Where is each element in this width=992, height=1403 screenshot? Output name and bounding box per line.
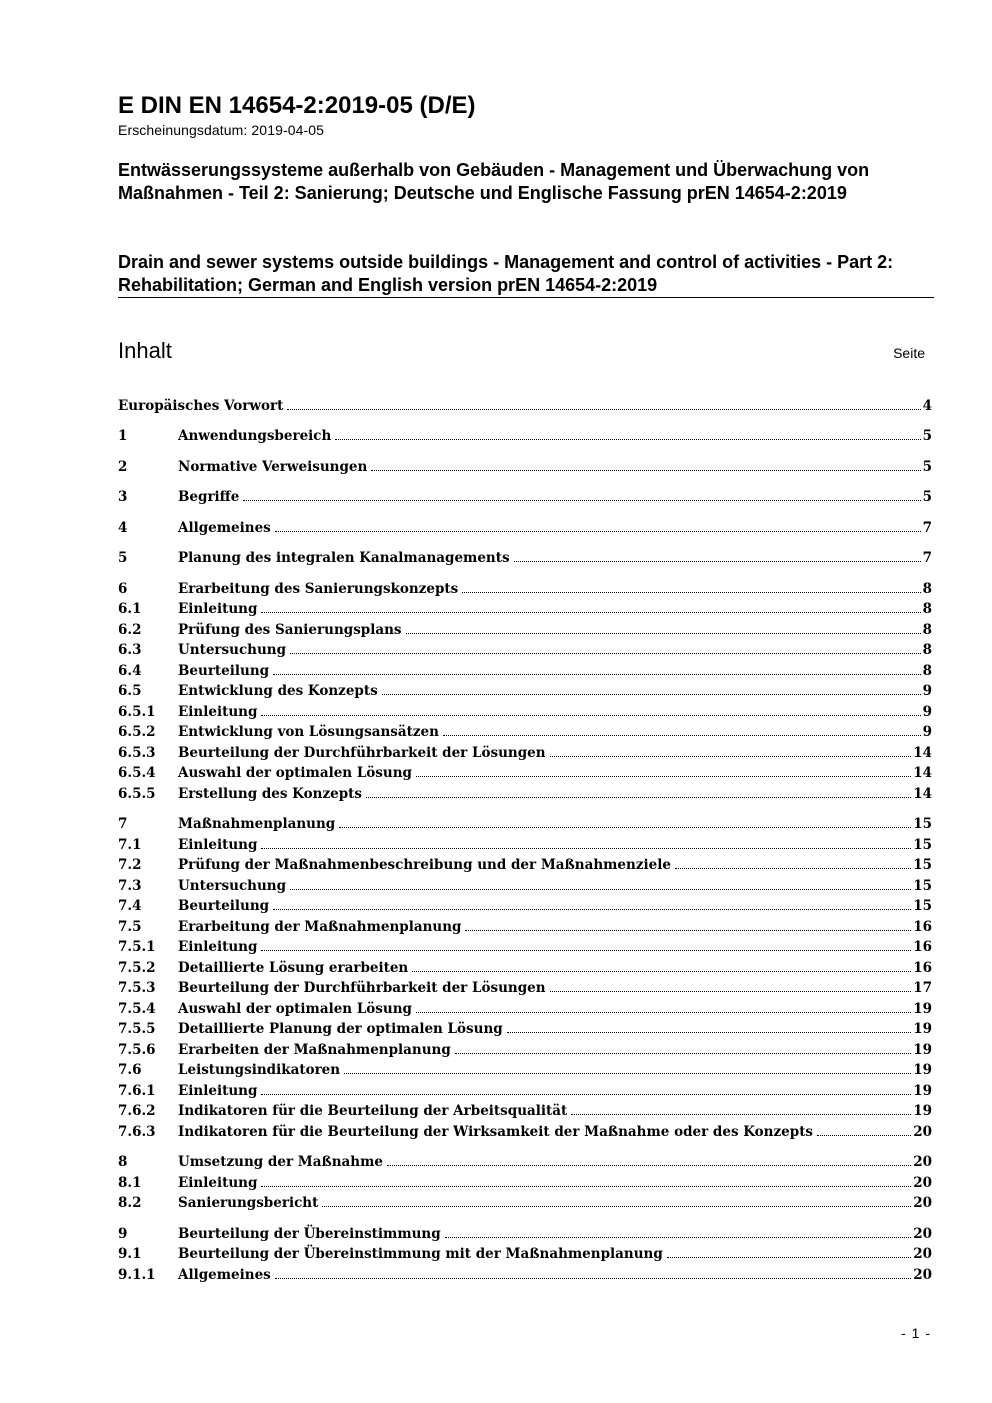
toc-entry-number: 7.1 <box>118 837 142 853</box>
toc-entry-title[interactable]: Beurteilung <box>178 898 270 914</box>
toc-entry-number: 7.5 <box>118 919 142 935</box>
toc-entry-page: 20 <box>913 1124 932 1140</box>
toc-entry-number: 5 <box>118 550 128 566</box>
toc-entry[interactable] <box>118 598 932 618</box>
toc-entry-page: 15 <box>913 816 932 832</box>
toc-entry-title[interactable]: Entwicklung des Konzepts <box>178 683 378 699</box>
toc-entry-page: 8 <box>922 642 932 658</box>
toc-entry-page: 15 <box>913 837 932 853</box>
toc-entry-number: 7.5.6 <box>118 1042 156 1058</box>
toc-entry-title[interactable]: Auswahl der optimalen Lösung <box>178 765 412 781</box>
toc-entry-number: 6 <box>118 581 128 597</box>
toc-entry-title[interactable]: Beurteilung der Übereinstimmung <box>178 1226 441 1242</box>
toc-entry[interactable] <box>118 517 932 537</box>
toc-entry-title[interactable]: Beurteilung der Durchführbarkeit der Lösungen <box>178 980 546 996</box>
toc-entry-page: 16 <box>913 919 932 935</box>
toc-entry-page: 19 <box>913 1083 932 1099</box>
toc-entry-page: 9 <box>922 724 932 740</box>
toc-entry-number: 8.1 <box>118 1175 142 1191</box>
toc-entry[interactable] <box>118 1151 932 1171</box>
toc-leader-dots <box>445 1237 912 1238</box>
toc-entry-page: 20 <box>913 1195 932 1211</box>
toc-entry-number: 7.2 <box>118 857 142 873</box>
toc-leader-dots <box>273 909 911 910</box>
toc-leader-dots <box>290 653 921 654</box>
toc-leader-dots <box>416 1012 911 1013</box>
toc-entry-page: 14 <box>913 765 932 781</box>
toc-entry-page: 19 <box>913 1042 932 1058</box>
toc-entry-page: 5 <box>922 428 932 444</box>
toc-entry-number: 6.3 <box>118 642 142 658</box>
document-title: E DIN EN 14654-2:2019-05 (D/E) <box>118 92 476 119</box>
toc-entry-number: 7.5.5 <box>118 1021 156 1037</box>
toc-entry-page: 20 <box>913 1267 932 1283</box>
toc-entry-title[interactable]: Beurteilung <box>178 663 270 679</box>
toc-entry-number: 6.2 <box>118 622 142 638</box>
toc-entry[interactable] <box>118 916 932 936</box>
toc-entry-page: 9 <box>922 683 932 699</box>
toc-entry[interactable] <box>118 936 932 956</box>
toc-entry-page: 4 <box>922 398 932 414</box>
toc-entry-title[interactable]: Einleitung <box>178 601 258 617</box>
toc-entry-number: 6.4 <box>118 663 142 679</box>
toc-entry-number: 1 <box>118 428 128 444</box>
toc-entry-title[interactable]: Prüfung des Sanierungsplans <box>178 622 402 638</box>
toc-entry-page: 8 <box>922 663 932 679</box>
toc-entry[interactable] <box>118 395 932 415</box>
toc-entry[interactable] <box>118 456 932 476</box>
toc-leader-dots <box>261 1094 911 1095</box>
toc-leader-dots <box>817 1135 911 1136</box>
toc-entry[interactable] <box>118 1192 932 1212</box>
toc-entry-number: 7.6.1 <box>118 1083 156 1099</box>
toc-leader-dots <box>455 1053 911 1054</box>
toc-entry-number: 9 <box>118 1226 128 1242</box>
toc-leader-dots <box>322 1206 911 1207</box>
toc-entry-page: 7 <box>922 520 932 536</box>
toc-leader-dots <box>261 715 920 716</box>
toc-leader-dots <box>382 694 921 695</box>
toc-leader-dots <box>287 409 920 410</box>
toc-entry-page: 7 <box>922 550 932 566</box>
toc-entry-title[interactable]: Prüfung der Maßnahmenbeschreibung und der Maßnahmenziele <box>178 857 671 873</box>
toc-entry[interactable] <box>118 875 932 895</box>
title-german: Entwässerungssysteme außerhalb von Gebäuden - Management und Überwachung von Maßnahmen - Teil 2: Sanierung; Deutsche und Englische Fassung prEN 14654-2:2019 <box>118 160 870 203</box>
toc-entry-number: 9.1 <box>118 1246 142 1262</box>
toc-entry[interactable] <box>118 762 932 782</box>
toc-leader-dots <box>387 1165 911 1166</box>
toc-entry-number: 2 <box>118 459 128 475</box>
toc-leader-dots <box>335 439 920 440</box>
toc-entry-title[interactable]: Erarbeitung des Sanierungskonzepts <box>178 581 459 597</box>
toc-leader-dots <box>344 1073 911 1074</box>
toc-entry-title[interactable]: Einleitung <box>178 704 258 720</box>
toc-heading: Inhalt <box>118 338 172 363</box>
toc-leader-dots <box>416 776 911 777</box>
toc-entry-title[interactable]: Erarbeitung der Maßnahmenplanung <box>178 919 462 935</box>
toc-entry-page: 19 <box>913 1001 932 1017</box>
toc-entry[interactable] <box>118 486 932 506</box>
toc-entry-number: 6.5.2 <box>118 724 156 740</box>
title-english: Drain and sewer systems outside buildings - Management and control of activities - Part 2: Rehabilitation; German and English version prEN 14654-2:2019 <box>118 252 894 295</box>
toc-entry-page: 8 <box>922 601 932 617</box>
toc-entry-number: 4 <box>118 520 128 536</box>
toc-entry-title[interactable]: Untersuchung <box>178 878 287 894</box>
toc-entry[interactable] <box>118 1039 932 1059</box>
toc-entry-number: 7.4 <box>118 898 142 914</box>
toc-entry-title[interactable]: Untersuchung <box>178 642 287 658</box>
toc-entry-page: 19 <box>913 1021 932 1037</box>
toc-entry[interactable] <box>118 721 932 741</box>
toc-entry[interactable] <box>118 547 932 567</box>
toc-entry-page: 15 <box>913 898 932 914</box>
toc-entry-number: 7 <box>118 816 128 832</box>
toc-entry-title[interactable]: Erstellung des Konzepts <box>178 786 362 802</box>
toc-entry-title[interactable]: Detaillierte Planung der optimalen Lösung <box>178 1021 503 1037</box>
toc-entry-title[interactable]: Detaillierte Lösung erarbeiten <box>178 960 409 976</box>
toc-entry[interactable] <box>118 1080 932 1100</box>
toc-entry-title[interactable]: Europäisches Vorwort <box>118 398 284 414</box>
toc-entry-title[interactable]: Begriffe <box>178 489 240 505</box>
toc-entry-page: 17 <box>913 980 932 996</box>
toc-leader-dots <box>675 868 911 869</box>
toc-entry-page: 19 <box>913 1103 932 1119</box>
toc-leader-dots <box>275 531 921 532</box>
toc-entry[interactable] <box>118 1018 932 1038</box>
toc-entry[interactable] <box>118 425 932 445</box>
toc-leader-dots <box>406 633 921 634</box>
toc-entry-title[interactable]: Maßnahmenplanung <box>178 816 336 832</box>
toc-entry-title[interactable]: Leistungsindikatoren <box>178 1062 341 1078</box>
toc-entry-page: 5 <box>922 459 932 475</box>
toc-entry-page: 8 <box>922 581 932 597</box>
toc-entry-title[interactable]: Planung des integralen Kanalmanagements <box>178 550 510 566</box>
toc-entry[interactable] <box>118 895 932 915</box>
toc-entry-page: 20 <box>913 1175 932 1191</box>
toc-leader-dots <box>273 674 921 675</box>
toc-leader-dots <box>550 991 912 992</box>
toc-entry[interactable] <box>118 1243 932 1263</box>
toc-entry-title[interactable]: Sanierungsbericht <box>178 1195 319 1211</box>
toc-entry-title[interactable]: Indikatoren für die Beurteilung der Arbeitsqualität <box>178 1103 568 1119</box>
toc-entry-page: 16 <box>913 939 932 955</box>
toc-entry-number: 7.6.3 <box>118 1124 156 1140</box>
toc-entry[interactable] <box>118 1264 932 1284</box>
toc-entry-number: 7.5.4 <box>118 1001 156 1017</box>
toc-entry-number: 6.1 <box>118 601 142 617</box>
toc-entry[interactable] <box>118 834 932 854</box>
toc-entry-title[interactable]: Beurteilung der Übereinstimmung mit der Maßnahmenplanung <box>178 1246 663 1262</box>
toc-entry-number: 6.5.3 <box>118 745 156 761</box>
toc-entry-title[interactable]: Allgemeines <box>178 520 271 536</box>
toc-leader-dots <box>571 1114 911 1115</box>
toc-entry-page: 14 <box>913 745 932 761</box>
toc-leader-dots <box>465 930 911 931</box>
toc-entry-number: 6.5.4 <box>118 765 156 781</box>
toc-entry-page: 8 <box>922 622 932 638</box>
toc-entry-title[interactable]: Normative Verweisungen <box>178 459 368 475</box>
toc-entry-title[interactable]: Umsetzung der Maßnahme <box>178 1154 383 1170</box>
toc-entry[interactable] <box>118 619 932 639</box>
toc-entry-page: 20 <box>913 1226 932 1242</box>
toc-entry-number: 9.1.1 <box>118 1267 156 1283</box>
toc-entry-page: 14 <box>913 786 932 802</box>
toc-leader-dots <box>261 612 920 613</box>
toc-entry-title[interactable]: Einleitung <box>178 1175 258 1191</box>
toc-leader-dots <box>366 797 911 798</box>
toc-entry-title[interactable]: Beurteilung der Durchführbarkeit der Lösungen <box>178 745 546 761</box>
toc-leader-dots <box>290 889 911 890</box>
toc-leader-dots <box>412 971 911 972</box>
toc-entry[interactable] <box>118 783 932 803</box>
publication-date: Erscheinungsdatum: 2019-04-05 <box>118 122 325 138</box>
toc-leader-dots <box>339 827 911 828</box>
toc-leader-dots <box>261 950 911 951</box>
toc-entry[interactable] <box>118 680 932 700</box>
toc-entry[interactable] <box>118 742 932 762</box>
page-number: - 1 - <box>901 1325 931 1341</box>
toc-leader-dots <box>514 561 921 562</box>
toc-entry-number: 6.5.5 <box>118 786 156 802</box>
toc-entry[interactable] <box>118 854 932 874</box>
toc-leader-dots <box>371 470 920 471</box>
toc-entry[interactable] <box>118 977 932 997</box>
toc-leader-dots <box>275 1278 911 1279</box>
toc-entry-number: 7.5.1 <box>118 939 156 955</box>
toc-entry-page: 5 <box>922 489 932 505</box>
toc-entry-page: 20 <box>913 1246 932 1262</box>
toc-entry-title[interactable]: Einleitung <box>178 837 258 853</box>
toc-entry-title[interactable]: Entwicklung von Lösungsansätzen <box>178 724 439 740</box>
toc-leader-dots <box>550 756 912 757</box>
toc-entry-page: 16 <box>913 960 932 976</box>
toc-page-column-label: Seite <box>893 345 925 361</box>
toc-entry-page: 9 <box>922 704 932 720</box>
toc-entry-title[interactable]: Einleitung <box>178 939 258 955</box>
toc-leader-dots <box>261 848 911 849</box>
toc-entry-number: 6.5.1 <box>118 704 156 720</box>
toc-entry[interactable] <box>118 660 932 680</box>
toc-entry[interactable] <box>118 1223 932 1243</box>
toc-entry-page: 19 <box>913 1062 932 1078</box>
toc-entry-page: 15 <box>913 857 932 873</box>
toc-entry-page: 15 <box>913 878 932 894</box>
toc-entry-title[interactable]: Allgemeines <box>178 1267 271 1283</box>
toc-entry-number: 7.6 <box>118 1062 142 1078</box>
toc-entry[interactable] <box>118 1059 932 1079</box>
toc-entry[interactable] <box>118 1100 932 1120</box>
toc-entry[interactable] <box>118 998 932 1018</box>
toc-entry-number: 6.5 <box>118 683 142 699</box>
toc-entry-number: 7.6.2 <box>118 1103 156 1119</box>
toc-leader-dots <box>462 592 920 593</box>
toc-entry-title[interactable]: Anwendungsbereich <box>178 428 332 444</box>
toc-leader-dots <box>507 1032 911 1033</box>
toc-leader-dots <box>667 1257 911 1258</box>
toc-entry-number: 7.3 <box>118 878 142 894</box>
toc-entry[interactable] <box>118 813 932 833</box>
toc-leader-dots <box>261 1186 911 1187</box>
toc-entry-number: 8.2 <box>118 1195 142 1211</box>
toc-entry-number: 8 <box>118 1154 128 1170</box>
toc-entry[interactable] <box>118 701 932 721</box>
toc-entry-title[interactable]: Indikatoren für die Beurteilung der Wirksamkeit der Maßnahme oder des Konzepts <box>178 1124 814 1140</box>
toc-entry[interactable] <box>118 578 932 598</box>
toc-entry[interactable] <box>118 1172 932 1192</box>
toc-entry[interactable] <box>118 957 932 977</box>
toc-entry-number: 3 <box>118 489 128 505</box>
toc-entry-page: 20 <box>913 1154 932 1170</box>
toc-entry-number: 7.5.2 <box>118 960 156 976</box>
toc-entry-number: 7.5.3 <box>118 980 156 996</box>
toc-leader-dots <box>243 500 920 501</box>
toc-entry[interactable] <box>118 639 932 659</box>
title-divider <box>118 297 934 298</box>
toc-entry-title[interactable]: Erarbeiten der Maßnahmenplanung <box>178 1042 451 1058</box>
toc-entry-title[interactable]: Einleitung <box>178 1083 258 1099</box>
toc-leader-dots <box>443 735 921 736</box>
toc-entry-title[interactable]: Auswahl der optimalen Lösung <box>178 1001 412 1017</box>
toc-entry[interactable] <box>118 1121 932 1141</box>
